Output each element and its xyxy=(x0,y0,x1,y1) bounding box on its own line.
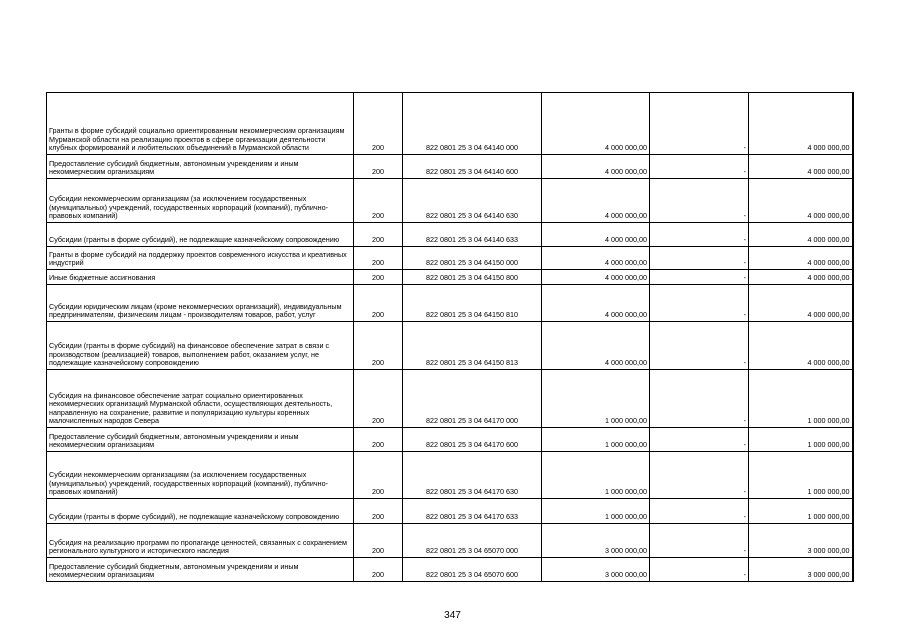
row-classification-cell: 822 0801 25 3 04 65070 000 xyxy=(403,524,542,558)
row-name-cell: Субсидии некоммерческим организациям (за исключением государственных (муниципальных) учреждений, государственных корпораций (компаний), публично-правовых компаний) xyxy=(47,452,354,499)
row-classification-cell: 822 0801 25 3 04 64170 000 xyxy=(403,370,542,428)
row-name-cell: Субсидия на реализацию программ по пропаганде ценностей, связанных с сохранением регионального культурного и исторического наследия xyxy=(47,524,354,558)
row-executed-cell: - xyxy=(650,93,749,155)
row-executed-cell: - xyxy=(650,370,749,428)
row-classification-cell: 822 0801 25 3 04 64140 633 xyxy=(403,223,542,247)
row-classification-cell: 822 0801 25 3 04 64150 813 xyxy=(403,322,542,370)
row-classification-cell: 822 0801 25 3 04 64140 630 xyxy=(403,179,542,223)
row-classification-cell: 822 0801 25 3 04 64150 810 xyxy=(403,285,542,322)
table-row xyxy=(47,499,853,524)
table-row xyxy=(47,247,853,270)
budget-execution-table xyxy=(46,92,854,582)
row-approved-cell: 4 000 000,00 xyxy=(542,155,650,179)
row-unexecuted-cell: 4 000 000,00 xyxy=(749,223,853,247)
row-name-cell: Предоставление субсидий бюджетным, автономным учреждениям и иным некоммерческим организациям xyxy=(47,558,354,582)
row-approved-cell: 1 000 000,00 xyxy=(542,499,650,524)
row-name-cell: Субсидии некоммерческим организациям (за исключением государственных (муниципальных) учреждений, государственных корпораций (компаний), публично-правовых компаний) xyxy=(47,179,354,223)
row-code-cell: 200 xyxy=(354,524,403,558)
table-row xyxy=(47,223,853,247)
table-row xyxy=(47,428,853,452)
table-row xyxy=(47,452,853,499)
row-unexecuted-cell: 1 000 000,00 xyxy=(749,428,853,452)
row-name-cell: Гранты в форме субсидий социально ориентированным некоммерческим организациям Мурманской области на реализацию проектов в сфере организации деятельности клубных формирований и любительских объединений в Мурманской области xyxy=(47,93,354,155)
row-classification-cell: 822 0801 25 3 04 64140 600 xyxy=(403,155,542,179)
row-executed-cell: - xyxy=(650,322,749,370)
budget-report-sheet xyxy=(46,92,852,582)
row-unexecuted-cell: 3 000 000,00 xyxy=(749,558,853,582)
row-classification-cell: 822 0801 25 3 04 64150 000 xyxy=(403,247,542,270)
row-classification-cell: 822 0801 25 3 04 64170 630 xyxy=(403,452,542,499)
row-unexecuted-cell: 1 000 000,00 xyxy=(749,370,853,428)
row-approved-cell: 1 000 000,00 xyxy=(542,428,650,452)
row-approved-cell: 4 000 000,00 xyxy=(542,179,650,223)
row-approved-cell: 1 000 000,00 xyxy=(542,370,650,428)
row-classification-cell: 822 0801 25 3 04 64150 800 xyxy=(403,270,542,285)
row-name-cell: Субсидия на финансовое обеспечение затрат социально ориентированных некоммерческих организаций Мурманской области, осуществляющих деятельность, направленную на сохранение, развитие и популяризацию культуры коренных малочисленных народов Севера xyxy=(47,370,354,428)
row-executed-cell: - xyxy=(650,179,749,223)
row-classification-cell: 822 0801 25 3 04 64170 600 xyxy=(403,428,542,452)
row-name-cell: Субсидии (гранты в форме субсидий), не подлежащие казначейскому сопровождению xyxy=(47,223,354,247)
table-row xyxy=(47,93,853,155)
row-executed-cell: - xyxy=(650,499,749,524)
row-code-cell: 200 xyxy=(354,223,403,247)
row-code-cell: 200 xyxy=(354,428,403,452)
row-classification-cell: 822 0801 25 3 04 64170 633 xyxy=(403,499,542,524)
row-approved-cell: 3 000 000,00 xyxy=(542,524,650,558)
page-number: 347 xyxy=(444,610,461,621)
table-row xyxy=(47,558,853,582)
row-code-cell: 200 xyxy=(354,322,403,370)
row-approved-cell: 1 000 000,00 xyxy=(542,452,650,499)
row-name-cell: Субсидии юридическим лицам (кроме некоммерческих организаций), индивидуальным предпринимателям, физическим лицам - производителям товаров, работ, услуг xyxy=(47,285,354,322)
table-row xyxy=(47,285,853,322)
row-approved-cell: 3 000 000,00 xyxy=(542,558,650,582)
row-executed-cell: - xyxy=(650,428,749,452)
row-unexecuted-cell: 4 000 000,00 xyxy=(749,322,853,370)
row-unexecuted-cell: 1 000 000,00 xyxy=(749,499,853,524)
row-unexecuted-cell: 1 000 000,00 xyxy=(749,452,853,499)
row-code-cell: 200 xyxy=(354,285,403,322)
row-unexecuted-cell: 3 000 000,00 xyxy=(749,524,853,558)
row-executed-cell: - xyxy=(650,452,749,499)
row-executed-cell: - xyxy=(650,558,749,582)
row-executed-cell: - xyxy=(650,247,749,270)
table-row xyxy=(47,370,853,428)
row-name-cell: Предоставление субсидий бюджетным, автономным учреждениям и иным некоммерческим организациям xyxy=(47,155,354,179)
row-approved-cell: 4 000 000,00 xyxy=(542,247,650,270)
row-unexecuted-cell: 4 000 000,00 xyxy=(749,179,853,223)
row-code-cell: 200 xyxy=(354,155,403,179)
row-code-cell: 200 xyxy=(354,452,403,499)
table-row xyxy=(47,524,853,558)
row-name-cell: Предоставление субсидий бюджетным, автономным учреждениям и иным некоммерческим организациям xyxy=(47,428,354,452)
row-code-cell: 200 xyxy=(354,370,403,428)
row-code-cell: 200 xyxy=(354,499,403,524)
row-code-cell: 200 xyxy=(354,270,403,285)
row-unexecuted-cell: 4 000 000,00 xyxy=(749,285,853,322)
table-row xyxy=(47,179,853,223)
table-body xyxy=(47,93,853,582)
row-name-cell: Гранты в форме субсидий на поддержку проектов современного искусства и креативных индустрий xyxy=(47,247,354,270)
row-code-cell: 200 xyxy=(354,179,403,223)
table-row xyxy=(47,322,853,370)
row-unexecuted-cell: 4 000 000,00 xyxy=(749,247,853,270)
row-approved-cell: 4 000 000,00 xyxy=(542,270,650,285)
row-code-cell: 200 xyxy=(354,558,403,582)
row-executed-cell: - xyxy=(650,155,749,179)
table-row xyxy=(47,270,853,285)
table-row xyxy=(47,155,853,179)
row-unexecuted-cell: 4 000 000,00 xyxy=(749,93,853,155)
row-executed-cell: - xyxy=(650,524,749,558)
row-classification-cell: 822 0801 25 3 04 64140 000 xyxy=(403,93,542,155)
row-code-cell: 200 xyxy=(354,247,403,270)
row-approved-cell: 4 000 000,00 xyxy=(542,93,650,155)
row-approved-cell: 4 000 000,00 xyxy=(542,285,650,322)
row-classification-cell: 822 0801 25 3 04 65070 600 xyxy=(403,558,542,582)
row-name-cell: Субсидии (гранты в форме субсидий) на финансовое обеспечение затрат в связи с производством (реализацией) товаров, выполнением работ, оказанием услуг, не подлежащие казначейскому сопровождению xyxy=(47,322,354,370)
row-unexecuted-cell: 4 000 000,00 xyxy=(749,155,853,179)
row-executed-cell: - xyxy=(650,270,749,285)
row-name-cell: Субсидии (гранты в форме субсидий), не подлежащие казначейскому сопровождению xyxy=(47,499,354,524)
row-executed-cell: - xyxy=(650,285,749,322)
row-code-cell: 200 xyxy=(354,93,403,155)
row-approved-cell: 4 000 000,00 xyxy=(542,223,650,247)
row-executed-cell: - xyxy=(650,223,749,247)
row-name-cell: Иные бюджетные ассигнования xyxy=(47,270,354,285)
row-unexecuted-cell: 4 000 000,00 xyxy=(749,270,853,285)
row-approved-cell: 4 000 000,00 xyxy=(542,322,650,370)
